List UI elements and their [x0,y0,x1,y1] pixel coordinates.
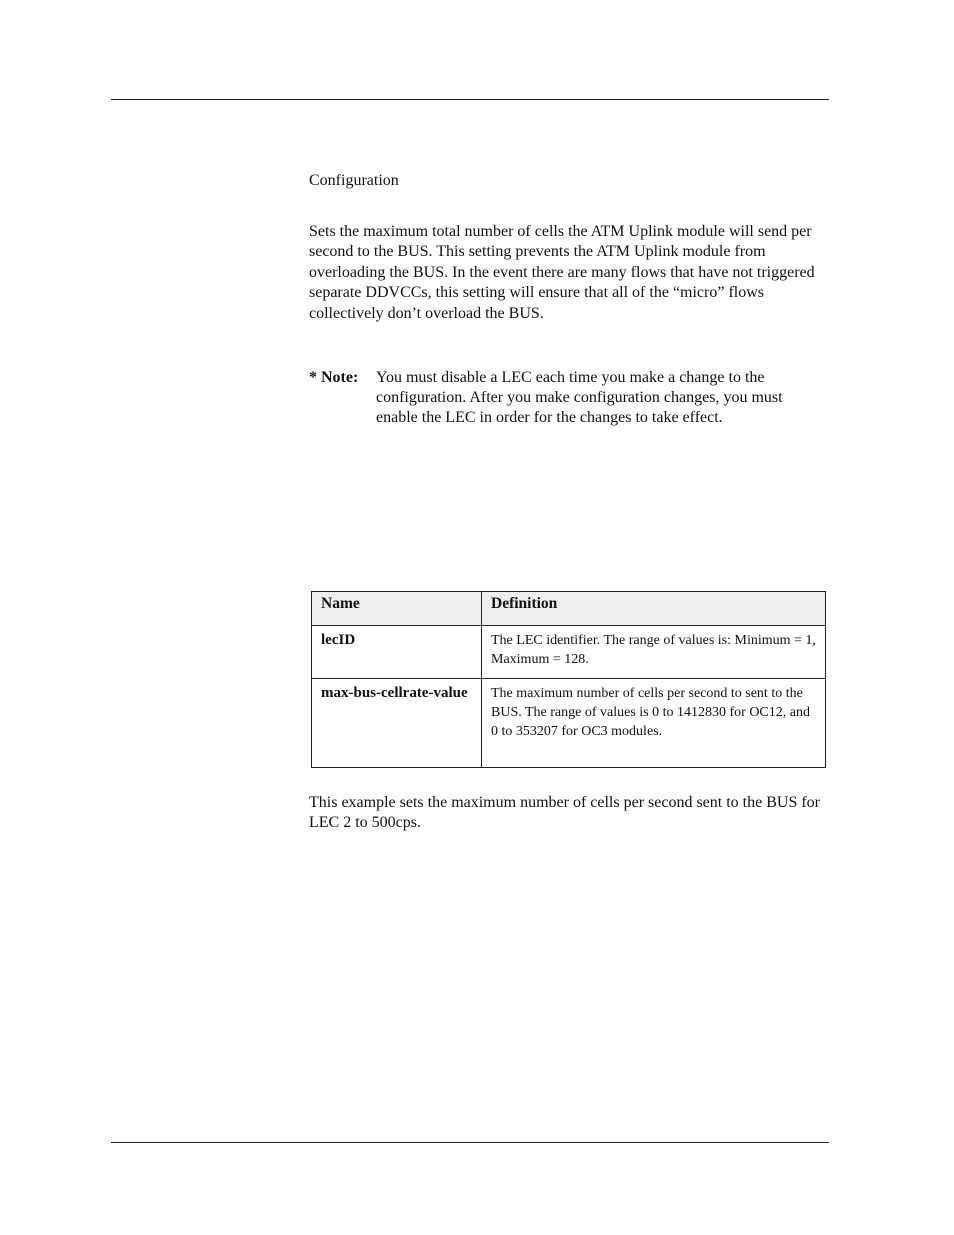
mode-label: Configuration [309,172,399,189]
note-text: You must disable a LEC each time you make a change to the configuration. After you make configuration changes, you must enable the LEC in order for the changes to take effect. [376,369,783,427]
note-block [309,368,829,429]
table-header-row [312,592,826,626]
table-row [312,679,826,768]
footer-rule [111,1142,829,1143]
column-header-definition: Definition [482,592,826,626]
parameter-definition-cell: The LEC identifier. The range of values is: Minimum = 1, Maximum = 128. [482,626,826,679]
parameter-name-cell: max-bus-cellrate-value [312,679,482,768]
parameter-name-cell: lecID [312,626,482,679]
header-rule [111,99,829,100]
description-paragraph: Sets the maximum total number of cells the ATM Uplink module will send per second to the BUS. This setting prevents the ATM Uplink module from overloading the BUS. In the event there are many flows that have not triggered separate DDVCCs, this setting will ensure that all of the “micro” flows collectively don’t overload the BUS. [309,223,815,322]
example-paragraph: This example sets the maximum number of cells per second sent to the BUS for LEC 2 to 500cps. [309,794,820,832]
parameter-definition-cell: The maximum number of cells per second to sent to the BUS. The range of values is 0 to 1412830 for OC12, and 0 to 353207 for OC3 modules. [482,679,826,768]
column-header-name: Name [312,592,482,626]
table-row [312,626,826,679]
parameter-table [311,591,826,768]
note-label: * Note: [309,369,359,386]
